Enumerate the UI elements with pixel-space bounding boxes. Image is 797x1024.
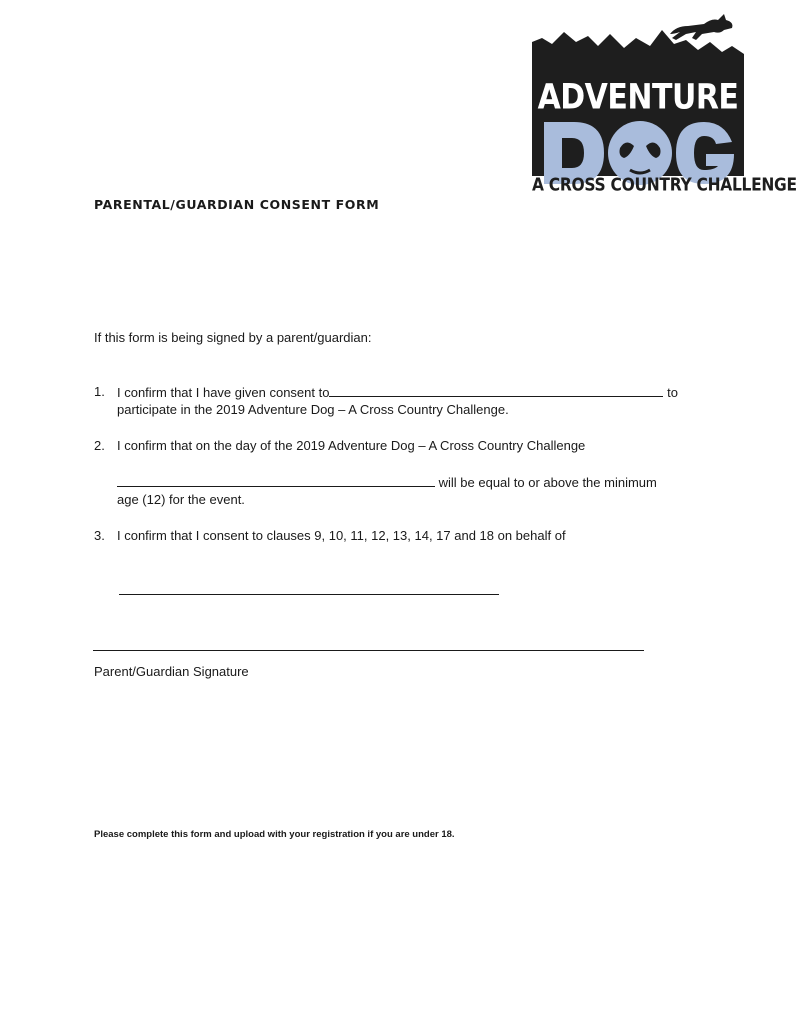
logo-tagline: A CROSS COUNTRY CHALLENGE (532, 174, 797, 196)
item-1-number: 1. (94, 384, 105, 399)
intro-text: If this form is being signed by a parent/guardian: (94, 330, 372, 345)
item-2-line3: age (12) for the event. (117, 492, 245, 507)
item-1-line2: participate in the 2019 Adventure Dog – A Cross Country Challenge. (117, 402, 509, 417)
item-2-line2 (117, 473, 657, 492)
footer-note: Please complete this form and upload with your registration if you are under 18. (94, 829, 455, 840)
item-1-text-after: to (667, 385, 678, 400)
form-title: PARENTAL/GUARDIAN CONSENT FORM (94, 197, 380, 212)
participant-name-blank[interactable] (117, 473, 435, 487)
logo-word-adventure: ADVENTURE (537, 77, 739, 118)
signature-label: Parent/Guardian Signature (94, 664, 249, 679)
item-1-line1 (117, 383, 678, 402)
running-dog-icon (662, 8, 742, 44)
item-2-text-after: will be equal to or above the minimum (438, 475, 657, 490)
item-3-number: 3. (94, 528, 105, 543)
item-1-text-before: I confirm that I have given consent to (117, 385, 330, 400)
item-3-line1: I confirm that I consent to clauses 9, 10, 11, 12, 13, 14, 17 and 18 on behalf of (117, 528, 566, 543)
signature-line[interactable] (93, 650, 644, 651)
item-2-line1: I confirm that on the day of the 2019 Adventure Dog – A Cross Country Challenge (117, 438, 586, 453)
logo-background (532, 24, 744, 176)
adventure-dog-logo (532, 8, 797, 198)
behalf-of-name-line[interactable] (119, 594, 499, 595)
child-name-blank[interactable] (329, 383, 663, 397)
item-2-number: 2. (94, 438, 105, 453)
